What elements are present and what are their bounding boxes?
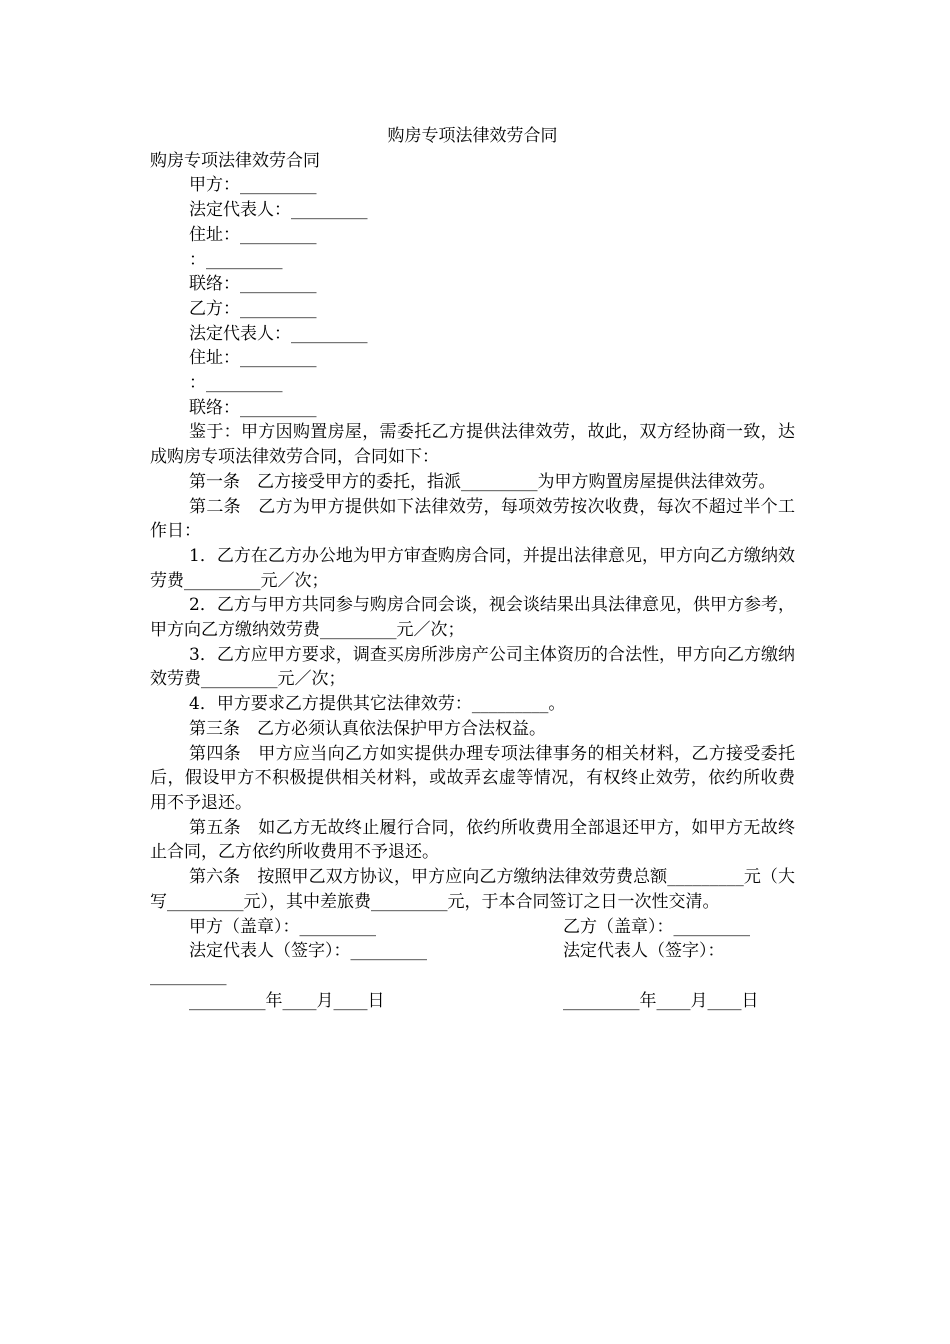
clause-5: 第五条 如乙方无故终止履行合同，依约所收费用全部退还甲方，如甲方无故终止合同，乙方依约所收费用不予退还。 [150, 817, 795, 863]
party-b-address-field: 住址：_________ [189, 348, 317, 369]
party-a-date-field: _________年____月____日 [189, 990, 385, 1011]
party-b-contact-field: 联络：_________ [189, 397, 317, 418]
contract-clauses [150, 420, 795, 914]
party-a-contact-field: 联络：_________ [189, 274, 317, 295]
clause-2-item-1: 1．乙方在乙方办公地为甲方审查购房合同，并提出法律意见，甲方向乙方缴纳效劳费_________元／次； [150, 545, 795, 591]
clause-4: 第四条 甲方应当向乙方如实提供办理专项法律事务的相关材料，乙方接受委托后，假设甲方不积极提供相关材料，或故弄玄虚等情况，有权终止效劳，依约所收费用不予退还。 [150, 743, 795, 813]
clause-2-item-3: 3．乙方应甲方要求，调查买房所涉房产公司主体资历的合法性，甲方向乙方缴纳效劳费_________元／次； [150, 644, 795, 690]
contract-body [150, 124, 795, 1013]
clause-2-item-4: 4．甲方要求乙方提供其它法律效劳：_________。 [189, 694, 566, 715]
party-a-address-field: 住址：_________ [189, 224, 317, 245]
party-a-unlabeled-field: ：_________ [189, 249, 283, 270]
party-b-representative-signature-blank: _________ [150, 965, 227, 986]
seal-row [150, 915, 795, 940]
clause-3: 第三条 乙方必须认真依法保护甲方合法权益。 [189, 718, 546, 739]
party-b-name-field: 乙方：_________ [189, 298, 317, 319]
document-title: 购房专项法律效劳合同 [387, 126, 558, 146]
party-info-block [150, 173, 795, 420]
clause-2: 第二条 乙方为甲方提供如下法律效劳，每项效劳按次收费，每次不超过半个工作日： [150, 496, 795, 542]
clause-2-item-2: 2．乙方与甲方共同参与购房合同会谈，视会谈结果出具法律意见，供甲方参考，甲方向乙方缴纳效劳费_________元／次； [150, 595, 795, 641]
signature-block [150, 915, 795, 1014]
party-b-date-field: _________年____月____日 [563, 990, 759, 1011]
party-a-representative-signature: 法定代表人（签字）：_________ [189, 941, 427, 962]
clause-6: 第六条 按照甲乙双方协议，甲方应向乙方缴纳法律效劳费总额_________元（大写_________元），其中差旅费_________元，于本合同签订之日一次性交清。 [150, 867, 795, 912]
document-subtitle: 购房专项法律效劳合同 [150, 150, 320, 171]
party-a-name-field: 甲方：_________ [189, 175, 317, 196]
party-b-seal-field: 乙方（盖章）：_________ [563, 916, 750, 937]
party-a-seal-field: 甲方（盖章）：_________ [189, 916, 376, 937]
party-a-representative-field: 法定代表人：_________ [189, 200, 368, 221]
party-b-representative-field: 法定代表人：_________ [189, 323, 368, 344]
representative-signature-row [150, 939, 795, 964]
preamble-paragraph: 鉴于：甲方因购置房屋，需委托乙方提供法律效劳，故此，双方经协商一致，达成购房专项法律效劳合同，合同如下： [150, 422, 795, 468]
clause-1: 第一条 乙方接受甲方的委托，指派_________为甲方购置房屋提供法律效劳。 [189, 471, 776, 492]
date-row [150, 989, 795, 1014]
party-b-representative-signature: 法定代表人（签字）： [563, 941, 725, 962]
party-b-unlabeled-field: ：_________ [189, 373, 283, 394]
